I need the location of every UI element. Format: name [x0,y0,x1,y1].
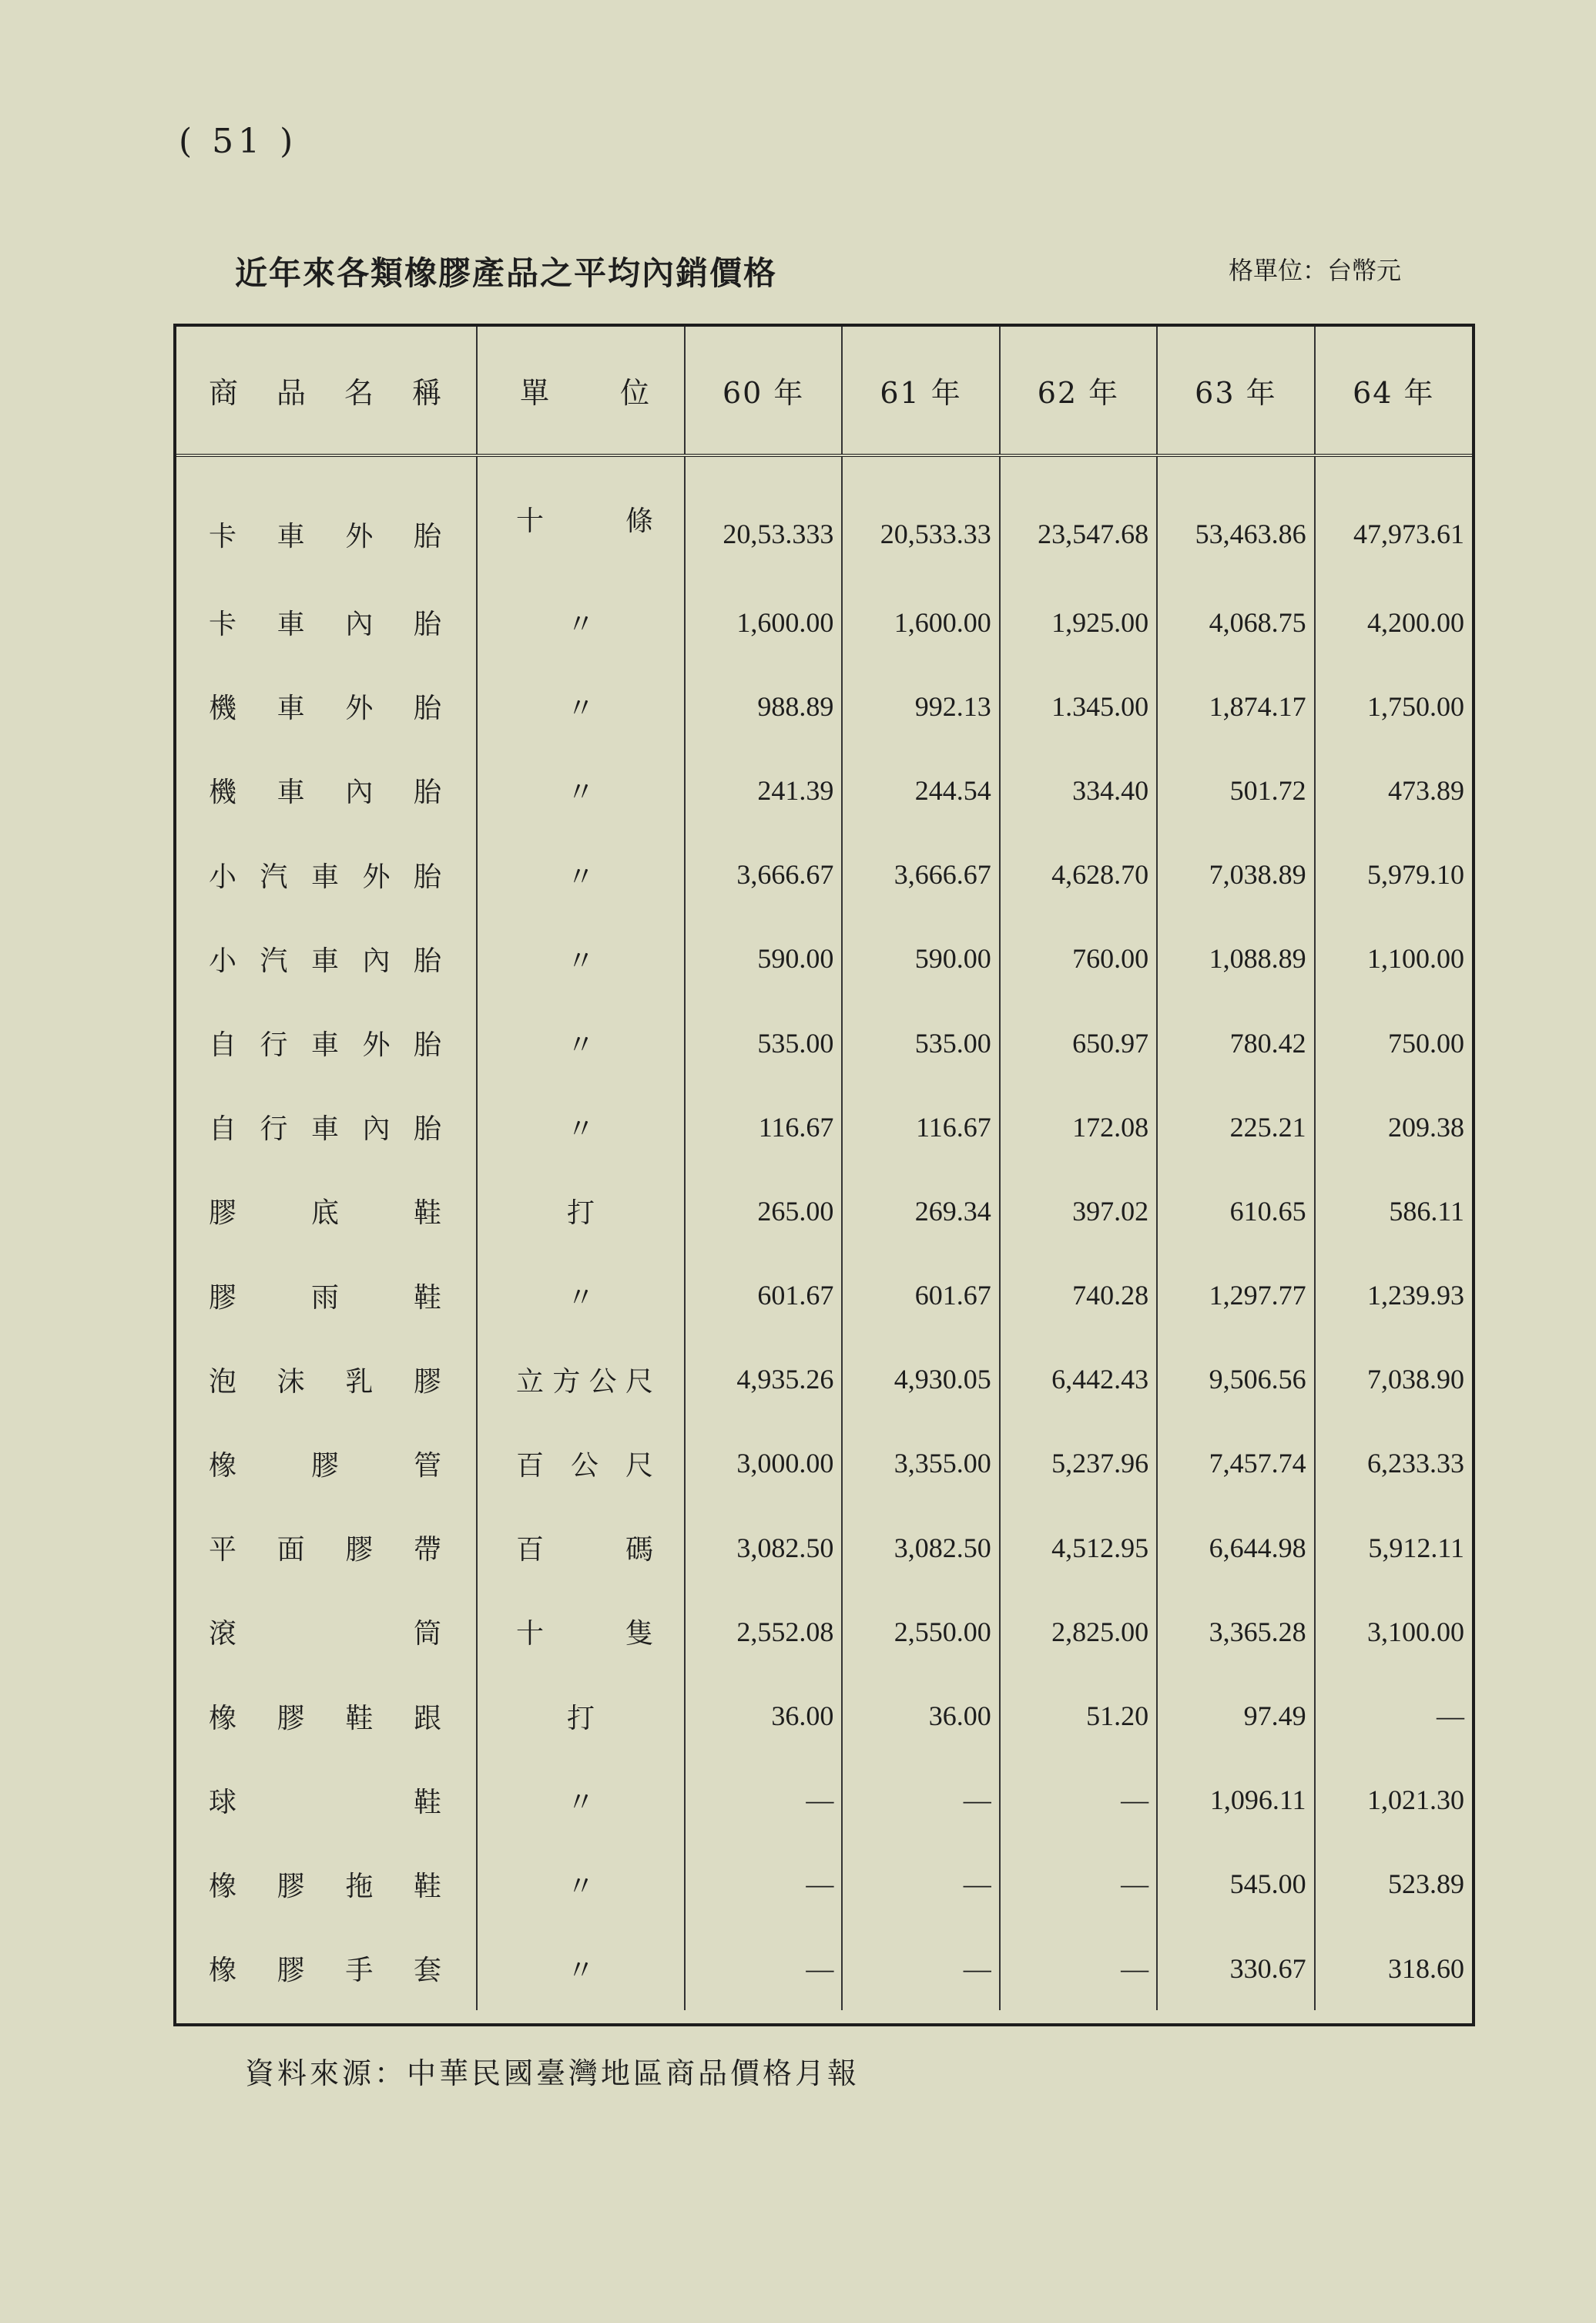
price-value: 535.00 [685,1001,842,1085]
price-value: 7,457.74 [1157,1422,1314,1506]
price-value: 3,082.50 [685,1506,842,1590]
price-value: — [842,1758,999,1842]
price-value: 780.42 [1157,1001,1314,1085]
table-row [176,1506,1472,1590]
product-unit: 〃 [477,748,685,832]
price-value: 610.65 [1157,1169,1314,1253]
product-unit: 〃 [477,917,685,1001]
product-name: 滾筒 [209,1618,441,1650]
header-name: 商品名稱 [176,327,477,455]
header-year-64: 64 年 [1315,327,1472,455]
price-value: 23,547.68 [1000,455,1157,580]
product-unit: 十條 [477,455,685,580]
product-unit: 〃 [477,1254,685,1338]
price-value: 51.20 [1000,1673,1157,1757]
product-name: 自行車外胎 [209,1029,441,1062]
price-value: 225.21 [1157,1085,1314,1169]
table-row [176,1758,1472,1842]
product-name: 卡車外胎 [209,520,441,552]
table-row [176,1673,1472,1757]
price-value: 1,600.00 [842,580,999,664]
product-name: 卡車內胎 [209,609,441,641]
price-value: 760.00 [1000,917,1157,1001]
price-value: 2,550.00 [842,1590,999,1673]
price-value: — [842,1926,999,2010]
price-value: — [685,1842,842,1926]
price-value: 36.00 [685,1673,842,1757]
price-value: 1,750.00 [1315,664,1472,748]
price-value: 53,463.86 [1157,455,1314,580]
product-name: 橡膠手套 [209,1955,441,1987]
price-value: 1.345.00 [1000,664,1157,748]
price-value: 7,038.89 [1157,833,1314,917]
price-value: 2,552.08 [685,1590,842,1673]
product-name: 膠底鞋 [209,1197,441,1230]
price-value: 397.02 [1000,1169,1157,1253]
price-value: 47,973.61 [1315,455,1472,580]
price-value: 334.40 [1000,748,1157,832]
price-value: 4,628.70 [1000,833,1157,917]
price-value: 244.54 [842,748,999,832]
price-value: 1,100.00 [1315,917,1472,1001]
price-value: 740.28 [1000,1254,1157,1338]
product-name: 平面膠帶 [209,1534,441,1566]
price-value: 7,038.90 [1315,1338,1472,1422]
table-row [176,580,1472,664]
table-row [176,1842,1472,1926]
price-value: — [1315,1673,1472,1757]
table-row [176,455,1472,580]
table-row [176,833,1472,917]
table-row [176,1590,1472,1673]
product-unit: 〃 [477,833,685,917]
price-value: 523.89 [1315,1842,1472,1926]
price-value: 4,930.05 [842,1338,999,1422]
header-row [176,327,1472,455]
product-name: 泡沫乳膠 [209,1365,441,1398]
price-value: 3,082.50 [842,1506,999,1590]
price-value: 590.00 [685,917,842,1001]
price-value: 586.11 [1315,1169,1472,1253]
product-name: 橡膠拖鞋 [209,1870,441,1902]
price-value: — [685,1758,842,1842]
price-value: 6,644.98 [1157,1506,1314,1590]
price-value: 6,233.33 [1315,1422,1472,1506]
price-value: 97.49 [1157,1673,1314,1757]
price-value: 3,666.67 [842,833,999,917]
product-unit: 打 [477,1673,685,1757]
price-value: 209.38 [1315,1085,1472,1169]
price-value: 601.67 [842,1254,999,1338]
price-value: 1,096.11 [1157,1758,1314,1842]
table-row [176,1422,1472,1506]
product-name: 小汽車內胎 [209,945,441,977]
header-year-62: 62 年 [1000,327,1157,455]
price-value: 1,297.77 [1157,1254,1314,1338]
price-value: 5,912.11 [1315,1506,1472,1590]
table-row [176,748,1472,832]
price-value: 545.00 [1157,1842,1314,1926]
product-name: 球鞋 [209,1786,441,1818]
header-year-60: 60 年 [685,327,842,455]
price-value: 501.72 [1157,748,1314,832]
table-row [176,1001,1472,1085]
product-name: 自行車內胎 [209,1113,441,1146]
product-unit: 〃 [477,664,685,748]
price-value: 116.67 [842,1085,999,1169]
price-value: 1,600.00 [685,580,842,664]
price-value: 20,533.33 [842,455,999,580]
price-value: 9,506.56 [1157,1338,1314,1422]
price-value: — [685,1926,842,2010]
product-name: 小汽車外胎 [209,861,441,893]
price-value: 601.67 [685,1254,842,1338]
price-value: 318.60 [1315,1926,1472,2010]
price-value: — [1000,1926,1157,2010]
product-name: 膠雨鞋 [209,1281,441,1314]
product-unit: 〃 [477,1842,685,1926]
table-row [176,1085,1472,1169]
price-value: 473.89 [1315,748,1472,832]
price-value: 3,100.00 [1315,1590,1472,1673]
table-row [176,1338,1472,1422]
price-value: 1,874.17 [1157,664,1314,748]
product-name: 橡膠鞋跟 [209,1702,441,1734]
product-unit: 〃 [477,1085,685,1169]
price-value: 2,825.00 [1000,1590,1157,1673]
price-value: 5,237.96 [1000,1422,1157,1506]
price-value: 4,200.00 [1315,580,1472,664]
product-unit: 打 [477,1169,685,1253]
table-row [176,1926,1472,2010]
product-unit: 〃 [477,1758,685,1842]
page-number: ( 51 ) [179,122,298,161]
price-value: 3,000.00 [685,1422,842,1506]
product-unit: 〃 [477,1001,685,1085]
price-value: 535.00 [842,1001,999,1085]
price-value: 116.67 [685,1085,842,1169]
price-value: 992.13 [842,664,999,748]
price-value: 330.67 [1157,1926,1314,2010]
price-value: 241.39 [685,748,842,832]
product-name: 機車內胎 [209,777,441,809]
price-value: — [1000,1758,1157,1842]
header-year-63: 63 年 [1157,327,1314,455]
product-unit: 立方公尺 [477,1338,685,1422]
product-unit: 〃 [477,580,685,664]
price-value: 20,53.333 [685,455,842,580]
price-value: 1,925.00 [1000,580,1157,664]
price-value: 4,068.75 [1157,580,1314,664]
table-title: 近年來各類橡膠產品之平均內銷價格 [235,254,778,292]
price-value: 6,442.43 [1000,1338,1157,1422]
price-value: 750.00 [1315,1001,1472,1085]
product-name: 機車外胎 [209,693,441,725]
price-value: 1,239.93 [1315,1254,1472,1338]
source-note: 資料來源：中華民國臺灣地區商品價格月報 [245,2056,860,2090]
table-row [176,1169,1472,1253]
unit-note: 格單位：台幣元 [1229,256,1402,285]
product-name: 橡膠管 [209,1449,441,1482]
price-value: 269.34 [842,1169,999,1253]
table-row [176,1254,1472,1338]
price-value: 1,088.89 [1157,917,1314,1001]
product-unit: 〃 [477,1926,685,2010]
price-value: 172.08 [1000,1085,1157,1169]
price-table-frame [173,324,1475,2026]
price-value: 650.97 [1000,1001,1157,1085]
price-table [176,327,1472,2010]
price-value: 4,512.95 [1000,1506,1157,1590]
price-value: 5,979.10 [1315,833,1472,917]
table-body [176,455,1472,2010]
price-value: 4,935.26 [685,1338,842,1422]
table-row [176,664,1472,748]
price-value: 265.00 [685,1169,842,1253]
price-value: 3,365.28 [1157,1590,1314,1673]
price-value: 1,021.30 [1315,1758,1472,1842]
price-value: 3,355.00 [842,1422,999,1506]
price-value: — [842,1842,999,1926]
price-value: 988.89 [685,664,842,748]
price-value: 590.00 [842,917,999,1001]
price-value: 3,666.67 [685,833,842,917]
product-unit: 百公尺 [477,1422,685,1506]
table-row [176,917,1472,1001]
price-value: 36.00 [842,1673,999,1757]
header-unit: 單位 [477,327,685,455]
product-unit: 百碼 [477,1506,685,1590]
product-unit: 十隻 [477,1590,685,1673]
price-value: — [1000,1842,1157,1926]
header-year-61: 61 年 [842,327,999,455]
